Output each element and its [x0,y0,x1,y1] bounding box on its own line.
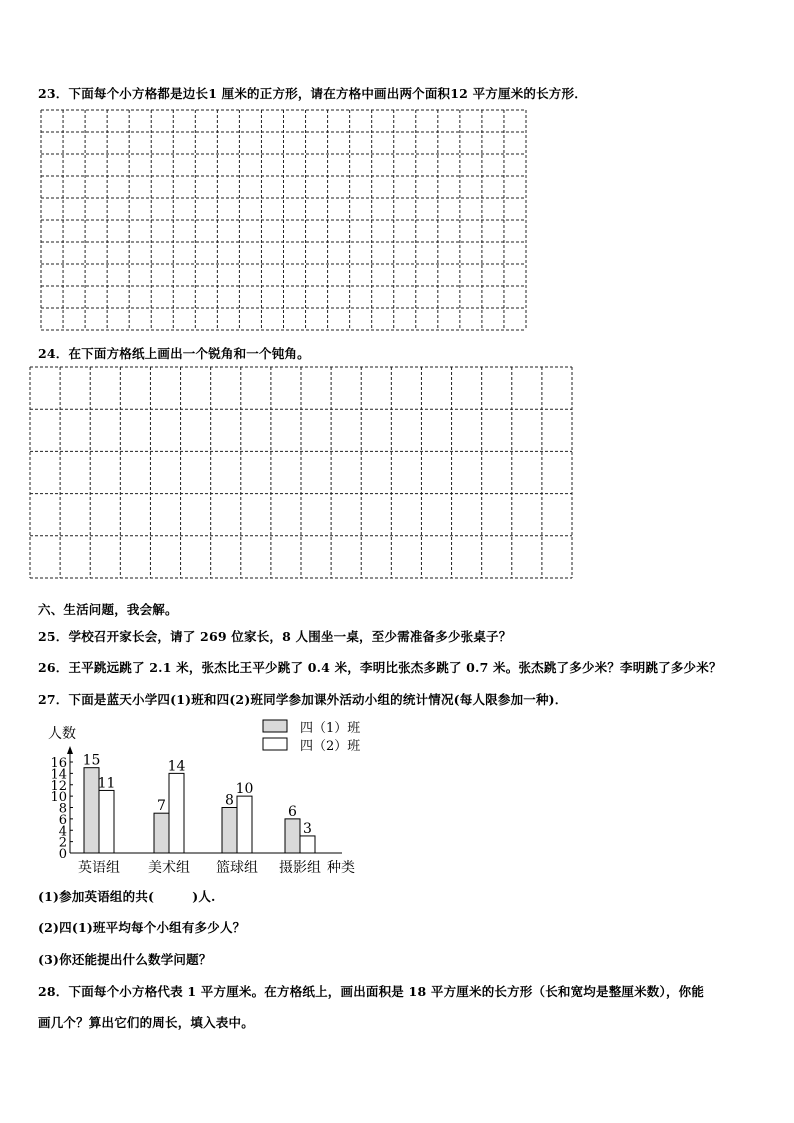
question-27: 27．下面是蓝天小学四(1)班和四(2)班同学参加课外活动小组的统计情况(每人限参加一种)． [38,692,568,707]
bar-value-label: 3 [303,820,312,837]
y-tick-label: 10 [50,790,67,806]
legend-swatch [263,720,287,732]
square-grid-q24[interactable] [29,366,574,580]
question-24: 24．在下面方格纸上画出一个锐角和一个钝角。 [38,346,310,361]
bar-value-label: 10 [235,781,254,798]
bar-value-label: 7 [157,798,166,815]
bar [285,819,300,853]
bar-chart [30,715,370,880]
bar-value-label: 15 [82,752,101,769]
y-axis-arrow-icon [67,746,73,754]
section-6-heading: 六、生活问题，我会解。 [38,602,178,617]
bar [154,813,169,853]
bar-value-label: 14 [167,758,186,775]
bar [169,773,184,853]
bar-value-label: 6 [288,803,297,820]
y-axis-label: 人数 [48,726,76,742]
x-axis-label: 种类 [327,860,355,876]
question-25: 25．学校召开家长会，请了 269 位家长，8 人围坐一桌，至少需准备多少张桌子？ [38,629,512,644]
bar [237,796,252,853]
question-23: 23．下面每个小方格都是边长1 厘米的正方形，请在方格中画出两个面积12 平方厘米的长方形． [38,86,587,101]
y-tick-label: 2 [58,835,67,851]
y-tick-label: 12 [50,778,67,794]
question-27-sub2: (2)四(1)班平均每个小组有多少人？ [38,920,246,935]
y-tick-label: 0 [58,847,67,862]
bar [222,808,237,854]
question-28-line1: 28．下面每个小方格代表 1 平方厘米。在方格纸上，画出面积是 18 平方厘米的长方形（长和宽均是整厘米数），你能 [38,984,705,999]
question-27-sub3: (3)你还能提出什么数学问题？ [38,952,212,967]
category-label: 摄影组 [279,860,321,876]
bar-value-label: 8 [225,792,234,809]
question-26: 26．王平跳远跳了 2.1 米，张杰比王平少跳了 0.4 米，李明比张杰多跳了 0.7 米。张杰跳了多少米？李明跳了多少米？ [38,660,722,675]
legend-label: 四（1）班 [300,721,361,736]
legend-label: 四（2）班 [300,739,361,754]
question-27-sub1: (1)参加英语组的共( )人. [38,889,216,904]
category-label: 篮球组 [216,860,258,876]
y-tick-label: 14 [50,767,67,783]
bar-value-label: 11 [97,775,116,792]
category-label: 英语组 [78,860,120,876]
square-grid-q23[interactable] [40,109,528,332]
y-tick-label: 16 [50,756,67,771]
bar [300,836,315,853]
legend-swatch [263,738,287,750]
question-28-line2: 画几个？算出它们的周长，填入表中。 [38,1015,254,1030]
category-label: 美术组 [148,860,190,876]
y-tick-label: 4 [58,824,67,840]
y-tick-label: 8 [58,801,67,817]
bar [99,790,114,853]
y-tick-label: 6 [58,812,67,828]
